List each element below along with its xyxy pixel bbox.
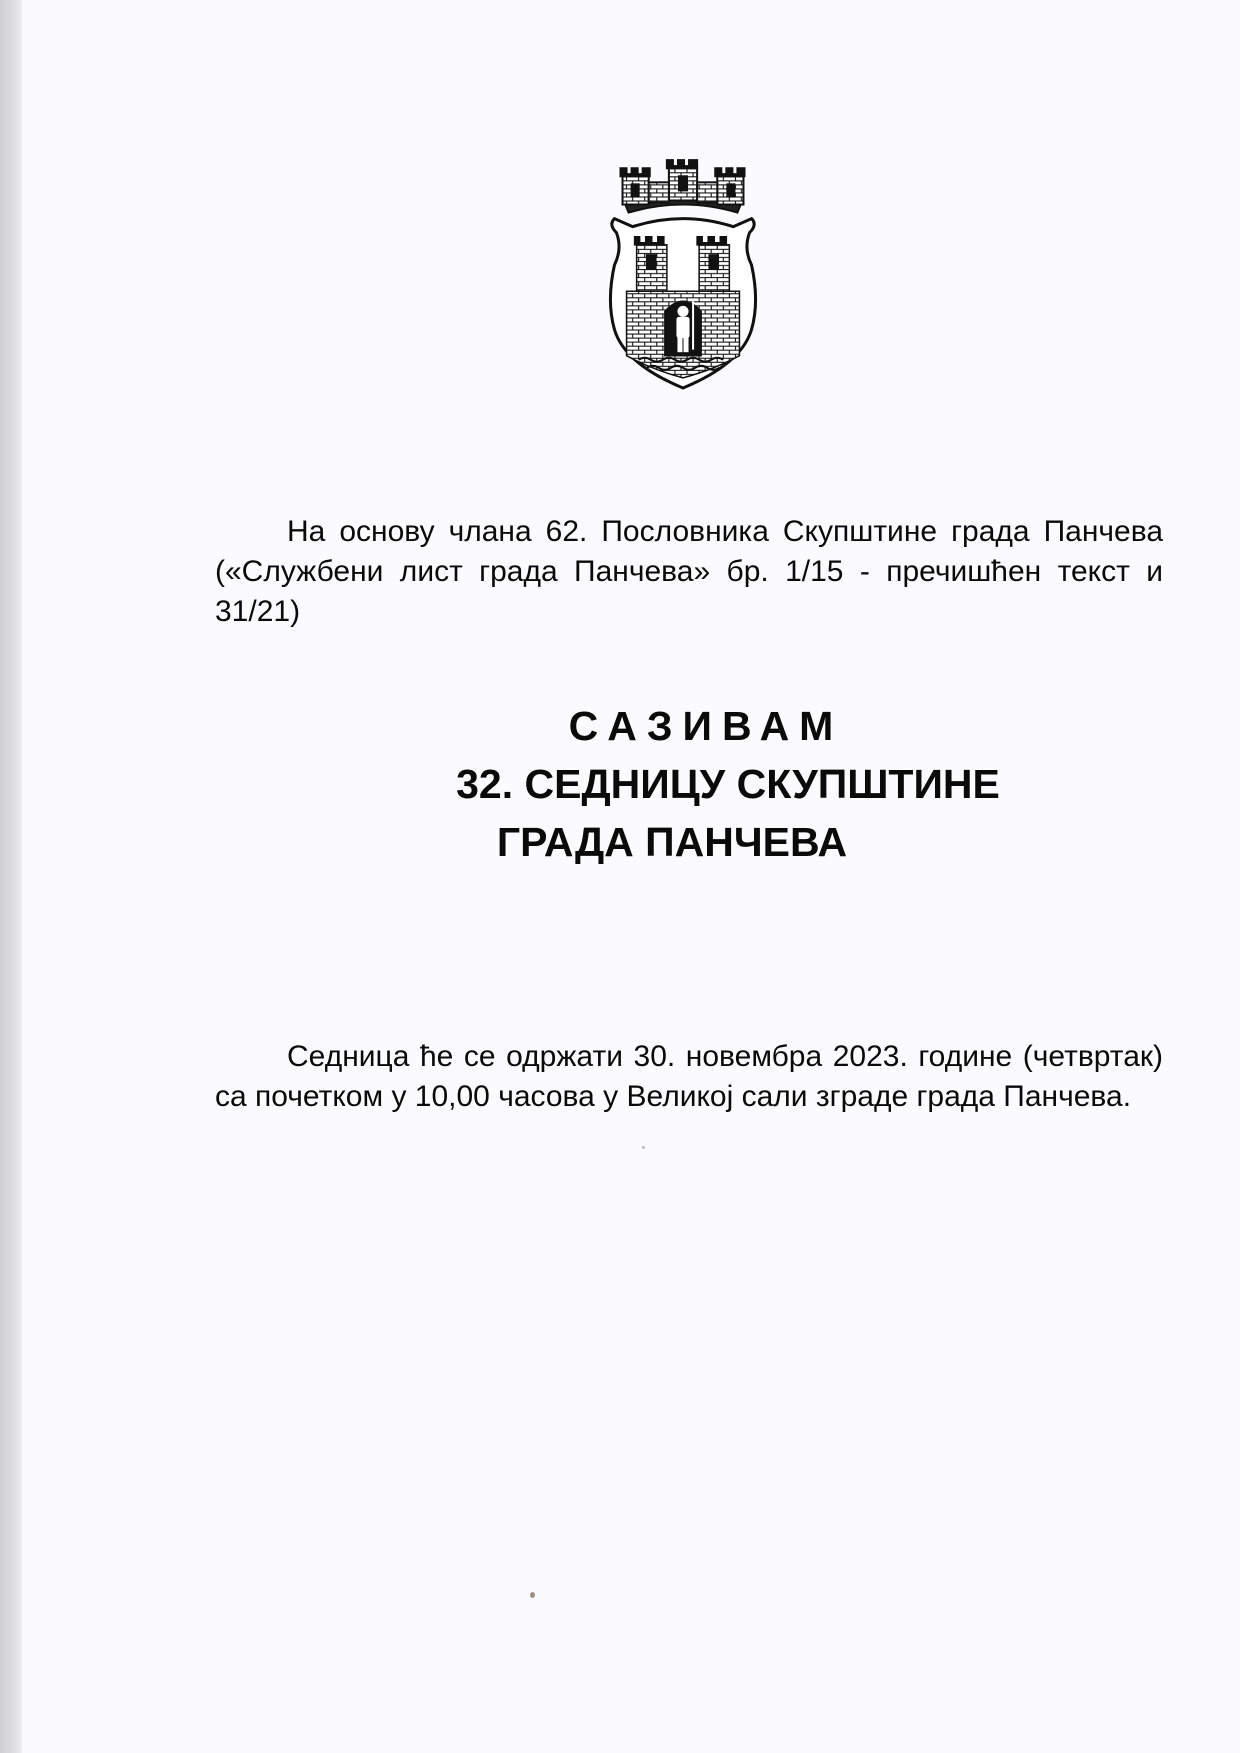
heading-city: ГРАДА ПАНЧЕВА bbox=[496, 819, 848, 865]
scan-speck bbox=[530, 1592, 535, 1598]
intro-paragraph: На основу члана 62. Пословника Скупштине града Панчева («Службени лист града Панчева» бр. 1/15 - пречишћен текст и 31/21) bbox=[215, 515, 1163, 628]
city-coat-of-arms-icon bbox=[602, 140, 764, 392]
document-page bbox=[22, 0, 1240, 1753]
scan-speck bbox=[642, 1146, 645, 1149]
heading-convene: САЗИВАМ bbox=[568, 703, 844, 749]
session-paragraph: Седница ће се одржати 30. новембра 2023. године (четвртак) са почетком у 10,00 часова у Великој сали зграде града Панчева. bbox=[215, 1040, 1163, 1113]
heading-session-number: 32. СЕДНИЦУ СКУПШТИНЕ bbox=[456, 761, 1000, 807]
scan-edge bbox=[0, 0, 22, 1753]
